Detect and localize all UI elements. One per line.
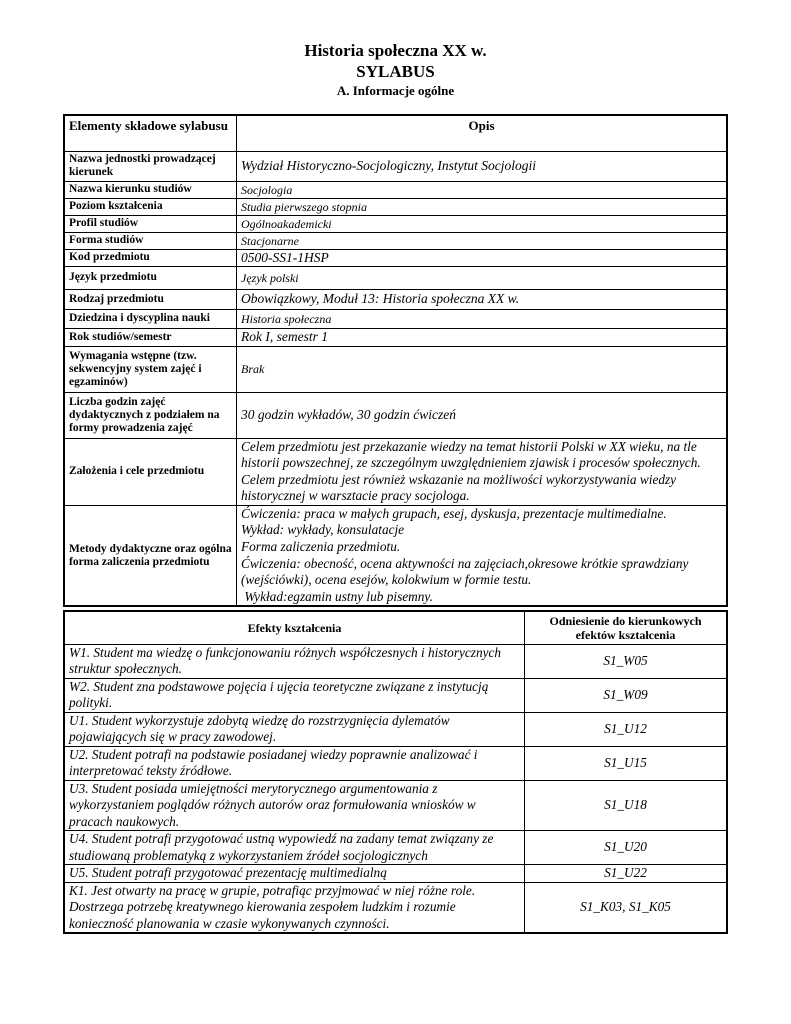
info-label: Nazwa kierunku studiów bbox=[64, 181, 237, 198]
course-goals-text: Celem przedmiotu jest przekazanie wiedzy na temat historii Polski w XX wieku, na tle historii powszechnej, ze szczególnym uwzględnieniem zjawisk i procesów społecznych. Celem przedmiotu jest również wskazanie na możliwości wykorzystywania wiedzy historycznej w warsztacie pracy socjologa. bbox=[237, 438, 728, 505]
info-value: Język polski bbox=[237, 266, 728, 289]
info-label: Liczba godzin zajęć dydaktycznych z podziałem na formy prowadzenia zajęć bbox=[64, 392, 237, 438]
info-label: Kod przedmiotu bbox=[64, 249, 237, 266]
general-info-table bbox=[63, 114, 728, 607]
info-value: 0500-SS1-1HSP bbox=[237, 249, 728, 266]
info-label: Forma studiów bbox=[64, 232, 237, 249]
info-label: Profil studiów bbox=[64, 215, 237, 232]
info-value: Historia społeczna bbox=[237, 309, 728, 328]
outcome-code: S1_U18 bbox=[525, 780, 728, 831]
outcome-code: S1_K03, S1_K05 bbox=[525, 882, 728, 933]
info-label: Język przedmiotu bbox=[64, 266, 237, 289]
outcome-description: U4. Student potrafi przygotować ustną wypowiedź na zadany temat związany ze studiowaną problematyką z wykorzystaniem źródeł socjologicznych bbox=[64, 831, 525, 865]
outcome-description: W2. Student zna podstawowe pojęcia i ujęcia teoretyczne związane z instytucją polityki. bbox=[64, 678, 525, 712]
methods-line: Forma zaliczenia przedmiotu. bbox=[241, 539, 401, 555]
outcome-description: U2. Student potrafi na podstawie posiadanej wiedzy poprawnie analizować i interpretować teksty źródłowe. bbox=[64, 746, 525, 780]
outcome-code: S1_W09 bbox=[525, 678, 728, 712]
outcome-description: U5. Student potrafi przygotować prezentację multimedialną bbox=[64, 865, 525, 883]
outcome-code: S1_U15 bbox=[525, 746, 728, 780]
info-label: Dziedzina i dyscyplina nauki bbox=[64, 309, 237, 328]
document-subtitle: SYLABUS bbox=[356, 62, 435, 81]
info-label: Poziom kształcenia bbox=[64, 198, 237, 215]
methods-line: Wykład: wykłady, konsulatacje bbox=[241, 522, 405, 538]
info-col-header-description: Opis bbox=[237, 115, 728, 151]
learning-outcomes-table bbox=[63, 610, 728, 934]
info-label: Wymagania wstępne (tzw. sekwencyjny system zajęć i egzaminów) bbox=[64, 346, 237, 392]
methods-line: Wykład:egzamin ustny lub pisemny. bbox=[241, 588, 433, 604]
outcome-description: U3. Student posiada umiejętności merytorycznego argumentowania z wykorzystaniem poglądów różnych autorów oraz formułowania wniosków w pracach naukowych. bbox=[64, 780, 525, 831]
info-value: Ogólnoakademicki bbox=[237, 215, 728, 232]
document-title: Historia społeczna XX w. bbox=[304, 41, 487, 60]
info-value: Obowiązkowy, Moduł 13: Historia społeczna XX w. bbox=[237, 289, 728, 309]
outcome-code: S1_U20 bbox=[525, 831, 728, 865]
outcome-description: U1. Student wykorzystuje zdobytą wiedzę do rozstrzygnięcia dylematów pojawiających się w pracy zawodowej. bbox=[64, 712, 525, 746]
info-col-header-elements: Elementy składowe sylabusu bbox=[64, 115, 237, 151]
info-value: 30 godzin wykładów, 30 godzin ćwiczeń bbox=[237, 392, 728, 438]
info-label: Założenia i cele przedmiotu bbox=[64, 438, 237, 505]
info-label: Rodzaj przedmiotu bbox=[64, 289, 237, 309]
methods-line: Ćwiczenia: obecność, ocena aktywności na zajęciach,okresowe krótkie sprawdziany (wejściówki), ocena esejów, kolokwium w formie testu. bbox=[241, 555, 689, 588]
outcome-description: W1. Student ma wiedzę o funkcjonowaniu różnych współczesnych i historycznych struktur społecznych. bbox=[64, 644, 525, 678]
outcome-code: S1_U22 bbox=[525, 865, 728, 883]
info-label: Rok studiów/semestr bbox=[64, 328, 237, 346]
outcome-description: K1. Jest otwarty na pracę w grupie, potrafiąc przyjmować w niej różne role. Dostrzega potrzebę kreatywnego kierowania zespołem ludzkim i rozumie konieczność planowania w czasie wykonywanych czynności. bbox=[64, 882, 525, 933]
info-label: Metody dydaktyczne oraz ogólna forma zaliczenia przedmiotu bbox=[64, 505, 237, 606]
outcome-code: S1_U12 bbox=[525, 712, 728, 746]
info-value: Wydział Historyczno-Socjologiczny, Instytut Socjologii bbox=[237, 151, 728, 181]
info-value: Studia pierwszego stopnia bbox=[237, 198, 728, 215]
info-value: Stacjonarne bbox=[237, 232, 728, 249]
info-value: Rok I, semestr 1 bbox=[237, 328, 728, 346]
outcome-code: S1_W05 bbox=[525, 644, 728, 678]
section-heading: A. Informacje ogólne bbox=[336, 83, 455, 98]
info-value: Brak bbox=[237, 346, 728, 392]
outcomes-col-header: Efekty kształcenia bbox=[64, 611, 525, 644]
info-value: Socjologia bbox=[237, 181, 728, 198]
reference-col-header: Odniesienie do kierunkowych efektów kształcenia bbox=[525, 611, 728, 644]
teaching-methods-text bbox=[237, 505, 728, 606]
info-label: Nazwa jednostki prowadzącej kierunek bbox=[64, 151, 237, 181]
methods-line: Ćwiczenia: praca w małych grupach, esej, dyskusja, prezentacje multimedialne. bbox=[241, 505, 667, 521]
